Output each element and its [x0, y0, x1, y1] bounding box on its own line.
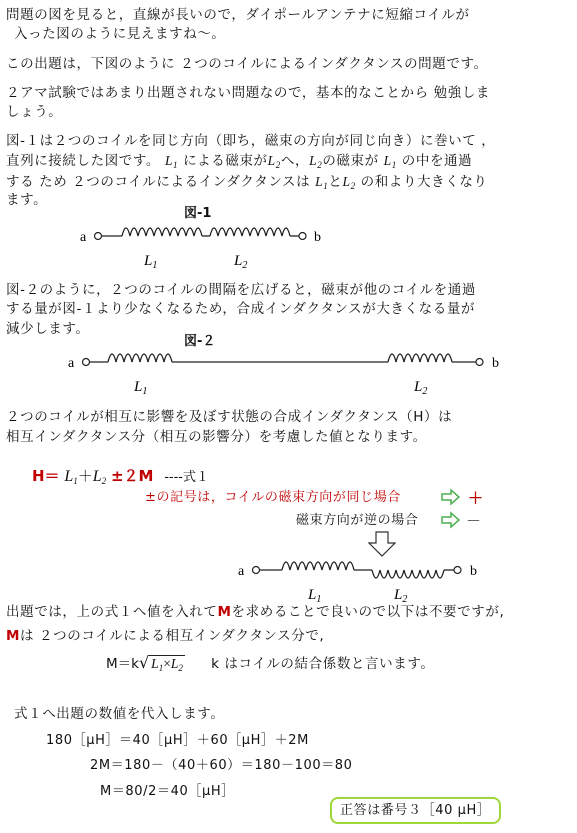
fig1-text-line-2: 直列に接続した図です。 $L_1$ による磁束が$L_2$へ，$L_2$の磁束が $L_1$ の中を通過	[6, 153, 473, 170]
intro-line-4: ２アマ試験ではあまり出題されない問題なので，基本的なことから 勉強しま	[6, 85, 491, 101]
fig1-terminal-a: a	[80, 230, 87, 245]
fig3-label-L2: $L_2$	[394, 587, 408, 604]
exam-line-1: 出題では，上の式１へ値を入れてMを求めることで良いので以下は不要ですが,	[6, 604, 505, 620]
fig3-coil-L2	[372, 570, 444, 578]
fig1-label-L1: $L_1$	[144, 253, 158, 270]
intro-line-3: この出題は，下図のように ２つのコイルによるインダクタンスの問題です。	[6, 56, 488, 72]
fig2-text-line-2: する量が図-１より少なくなるため，合成インダクタンスが大きくなる量が	[6, 301, 476, 317]
calc-line-3: M＝80/2＝40［μH］	[100, 784, 235, 799]
fig3-coil-L1	[282, 562, 354, 570]
formula-opp-note: 磁束方向が逆の場合	[296, 513, 419, 528]
green-arrow-icon-2	[440, 511, 462, 529]
fig1-terminal-b: b	[314, 230, 321, 245]
fig2-terminal-b: b	[492, 356, 499, 371]
fig1-label-L2: $L_2$	[234, 253, 248, 270]
fig1-terminal-b-dot	[299, 233, 306, 240]
mutual-formula: M＝k√ $L_1\times L_2$ k はコイルの結合係数と言います。	[106, 653, 435, 673]
fig1-coil-L1	[122, 228, 202, 236]
answer-box: 正答は番号３［40 μH］	[330, 797, 501, 824]
intro-line-1: 問題の図を見ると，直線が長いので，ダイポールアンテナに短縮コイルが	[6, 7, 470, 23]
calc-intro: 式１へ出題の数値を代入します。	[14, 706, 225, 722]
fig2-coil-L1	[108, 354, 172, 362]
fig2-text-line-3: 減少します。	[6, 321, 90, 337]
fig1-text-line-4: ます。	[6, 192, 48, 208]
fig3-terminal-b: b	[470, 564, 477, 579]
calc-line-2: 2M＝180－（40＋60）＝180－100＝80	[90, 758, 353, 773]
intro-line-5: しょう。	[6, 104, 63, 120]
fig1-text-line-3: する ため ２つのコイルによるインダクタンスは $L_1$と$L_2$ の和より大きくなり	[6, 174, 488, 191]
fig1-text-line-1: 図-１は２つのコイルを同じ方向（即ち，磁束の方向が同じ向き）に巻いて ，	[6, 133, 496, 149]
fig3-terminal-a: a	[238, 564, 245, 579]
fig1-terminal-a-dot	[95, 233, 102, 240]
fig2-label-L1: $L_1$	[134, 379, 148, 396]
mutual-line-1: ２つのコイルが相互に影響を及ぼす状態の合成インダクタンス（H）は	[6, 409, 453, 425]
fig1-coil-diagram	[70, 220, 350, 270]
formula-same-note: ±の記号は，コイルの磁束方向が同じ場合	[145, 490, 401, 505]
sign-plus: ＋	[468, 489, 484, 507]
exam-line-2: Mは ２つのコイルによる相互インダクタンス分で,	[6, 628, 325, 644]
fig2-title: 図-２	[184, 334, 216, 349]
fig2-text-line-1: 図-２のように，２つのコイルの間隔を広げると，磁束が他のコイルを通過	[6, 282, 476, 298]
fig1-coil-L2	[210, 228, 290, 236]
fig1-title: 図-1	[184, 206, 212, 221]
fig2-coil-diagram	[58, 346, 518, 396]
fig3-label-L1: $L_1$	[308, 587, 322, 604]
green-arrow-icon	[440, 488, 462, 506]
fig2-label-L2: $L_2$	[414, 379, 428, 396]
mutual-line-2: 相互インダクタンス分（相互の影響分）を考慮した値となります。	[6, 429, 427, 445]
fig3-coil-diagram	[228, 554, 508, 604]
calc-line-1: 180［μH］＝40［μH］＋60［μH］＋2M	[46, 733, 309, 748]
formula-line: $H= L_1+L_2 \pm 2M$ ----式１	[32, 467, 209, 486]
sign-minus: －	[466, 512, 482, 530]
fig2-coil-L2	[388, 354, 452, 362]
intro-line-2: 入った図のように見えますね～。	[14, 26, 226, 42]
fig2-terminal-a: a	[68, 356, 75, 371]
